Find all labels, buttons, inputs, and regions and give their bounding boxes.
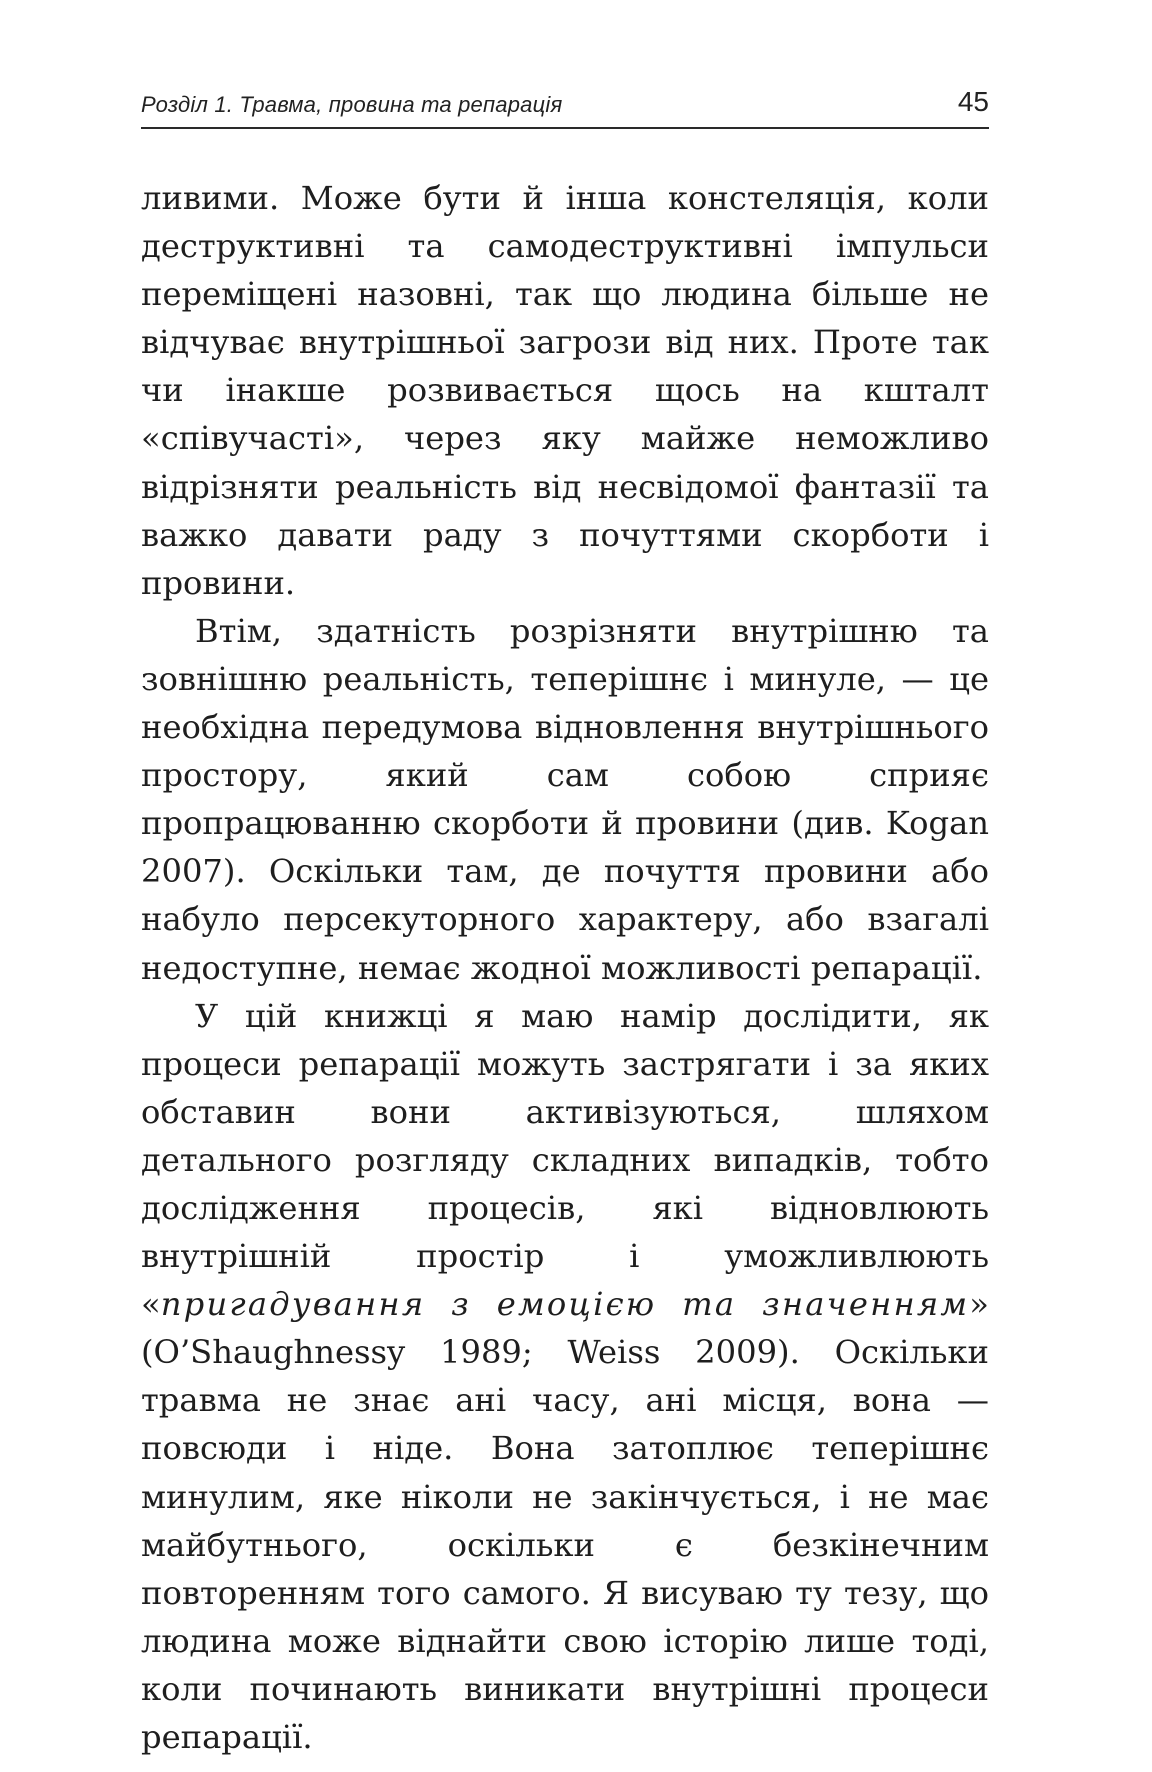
paragraph-3-quote: пригадування з емоцією та значенням — [160, 1285, 970, 1324]
body-text — [141, 174, 989, 1761]
running-head — [141, 82, 989, 122]
header-divider — [141, 127, 989, 129]
paragraph-3 — [141, 992, 989, 1762]
paragraph-3-text-start: У цій книжці я маю намір дослідити, як процеси репарації можуть застрягати і за яких обставин вони активізуються, шляхом детального розгляду складних випадків, тобто дослідження процесів, які відновлюють внутрішній простір і уможливлюють « — [141, 996, 989, 1324]
paragraph-1: ливими. Може бути й інша констеляція, коли деструктивні та самодеструктивні імпульси переміщені назовні, так що людина більше не відчуває внутрішньої загрози від них. Проте так чи інакше розвивається щось на кшталт «співучасті», через яку майже неможливо відрізняти реальність від несвідомої фантазії та важко давати раду з почуттями скорботи і провини. — [141, 179, 989, 602]
paragraph-3-text-end: » (O’Shaughnessy 1989; Weiss 2009). Оскільки травма не знає ані часу, ані місця, вона — повсюди і ніде. Вона затоплює теперішнє минулим, яке ніколи не закінчується, і не має майбутнього, оскільки є безкінечним повторенням того самого. Я висуваю ту тезу, що людина може віднайти свою історію лише тоді, коли починають виникати внутрішні процеси репарації. — [141, 1285, 989, 1756]
chapter-title: Розділ 1. Травма, провина та репарація — [141, 92, 563, 117]
paragraph-2: Втім, здатність розрізняти внутрішню та зовнішню реальність, теперішнє і минуле, — це необхідна передумова відновлення внутрішнього простору, який сам собою сприяє пропрацюванню скорботи й провини (див. Kogan 2007). Оскільки там, де почуття провини або набуло персекуторного характеру, або взагалі недоступне, немає жодної можливості репарації. — [141, 611, 989, 987]
page-number: 45 — [957, 86, 989, 117]
